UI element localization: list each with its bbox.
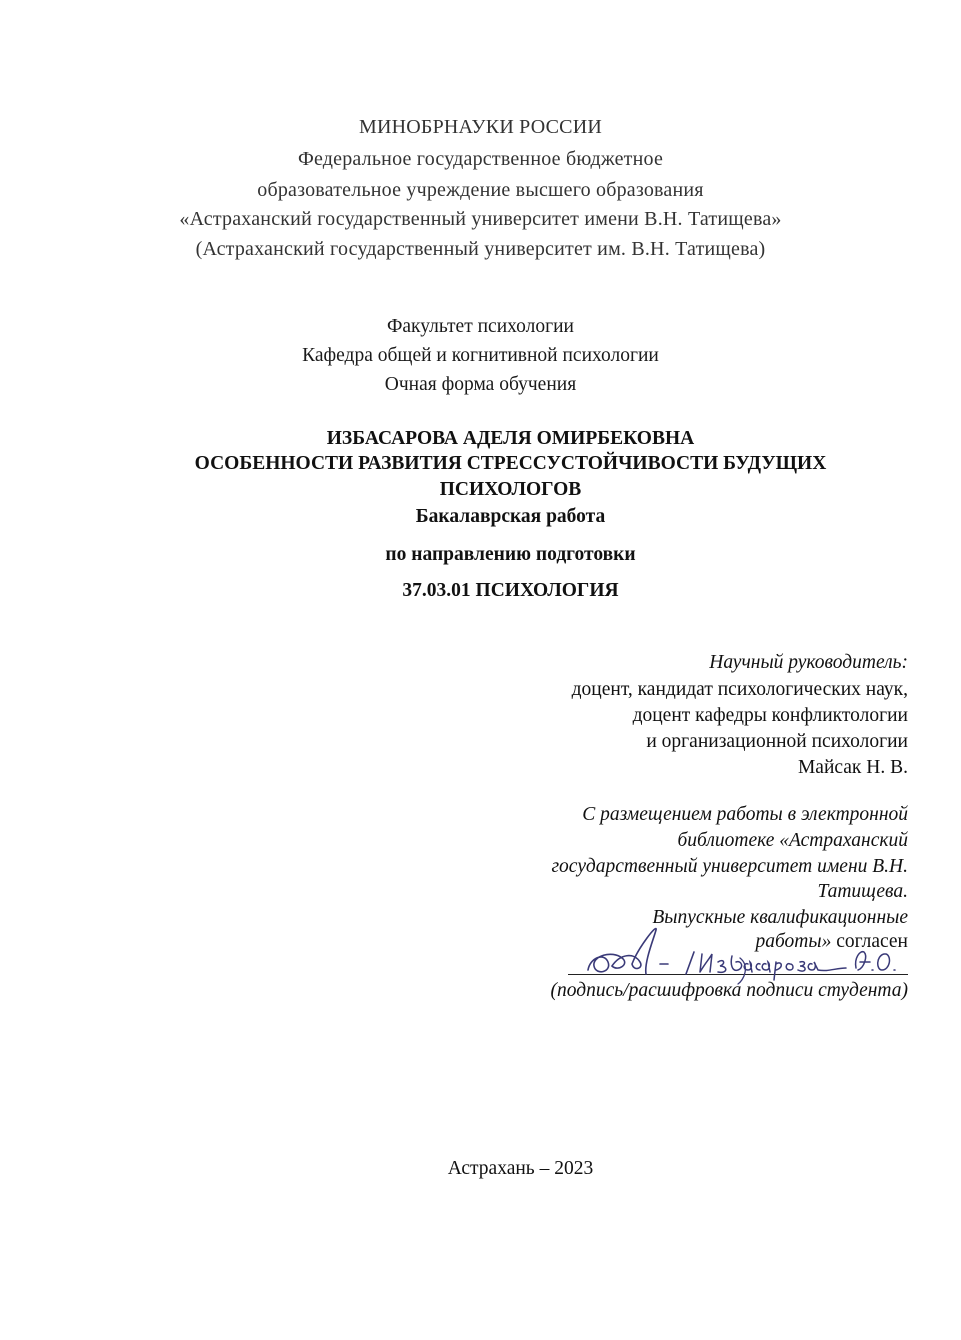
city-year: Астрахань – 2023: [447, 1158, 594, 1179]
university-short-name: (Астраханский государственный университет им. В.Н. Татищева): [195, 238, 766, 260]
department-name: Кафедра общей и когнитивной психологии: [302, 345, 659, 366]
supervisor-label: Научный руководитель:: [709, 652, 908, 673]
university-full-name: «Астраханский государственный университет имени В.Н. Татищева»: [179, 208, 782, 230]
work-type: Бакалаврская работа: [415, 506, 606, 527]
supervisor-name: Майсак Н. В.: [797, 757, 908, 778]
study-form: Очная форма обучения: [384, 374, 577, 395]
institution-education-line: образовательное учреждение высшего образования: [257, 179, 704, 201]
direction-label: по направлению подготовки: [385, 544, 636, 565]
author-name: ИЗБАСАРОВА АДЕЛЯ ОМИРБЕКОВНА: [326, 428, 695, 449]
consent-line-1: С размещением работы в электронной: [582, 804, 908, 825]
topic-line-1: ОСОБЕННОСТИ РАЗВИТИЯ СТРЕССУСТОЙЧИВОСТИ БУДУЩИХ: [194, 453, 827, 474]
consent-line-2: библиотеке «Астраханский: [677, 830, 908, 851]
handwritten-signature: [560, 918, 910, 988]
supervisor-department: и организационной психологии: [646, 731, 908, 752]
ministry-name: МИНОБРНАУКИ РОССИИ: [358, 116, 602, 138]
faculty-name: Факультет психологии: [387, 316, 574, 337]
consent-line-6-italic: работы»: [755, 931, 832, 952]
institution-type-line: Федеральное государственное бюджетное: [297, 148, 664, 170]
consent-line-6-regular: согласен: [831, 931, 908, 952]
direction-code: 37.03.01 ПСИХОЛОГИЯ: [402, 580, 619, 601]
supervisor-degree: доцент, кандидат психологических наук,: [571, 679, 908, 700]
consent-line-4: Татищева.: [817, 881, 908, 902]
consent-line-5: Выпускные квалификационные: [652, 907, 908, 928]
consent-line-3: государственный университет имени В.Н.: [551, 856, 908, 877]
signature-caption: (подпись/расшифровка подписи студента): [550, 980, 908, 1001]
topic-line-2: ПСИХОЛОГОВ: [439, 479, 582, 500]
supervisor-position: доцент кафедры конфликтологии: [632, 705, 908, 726]
